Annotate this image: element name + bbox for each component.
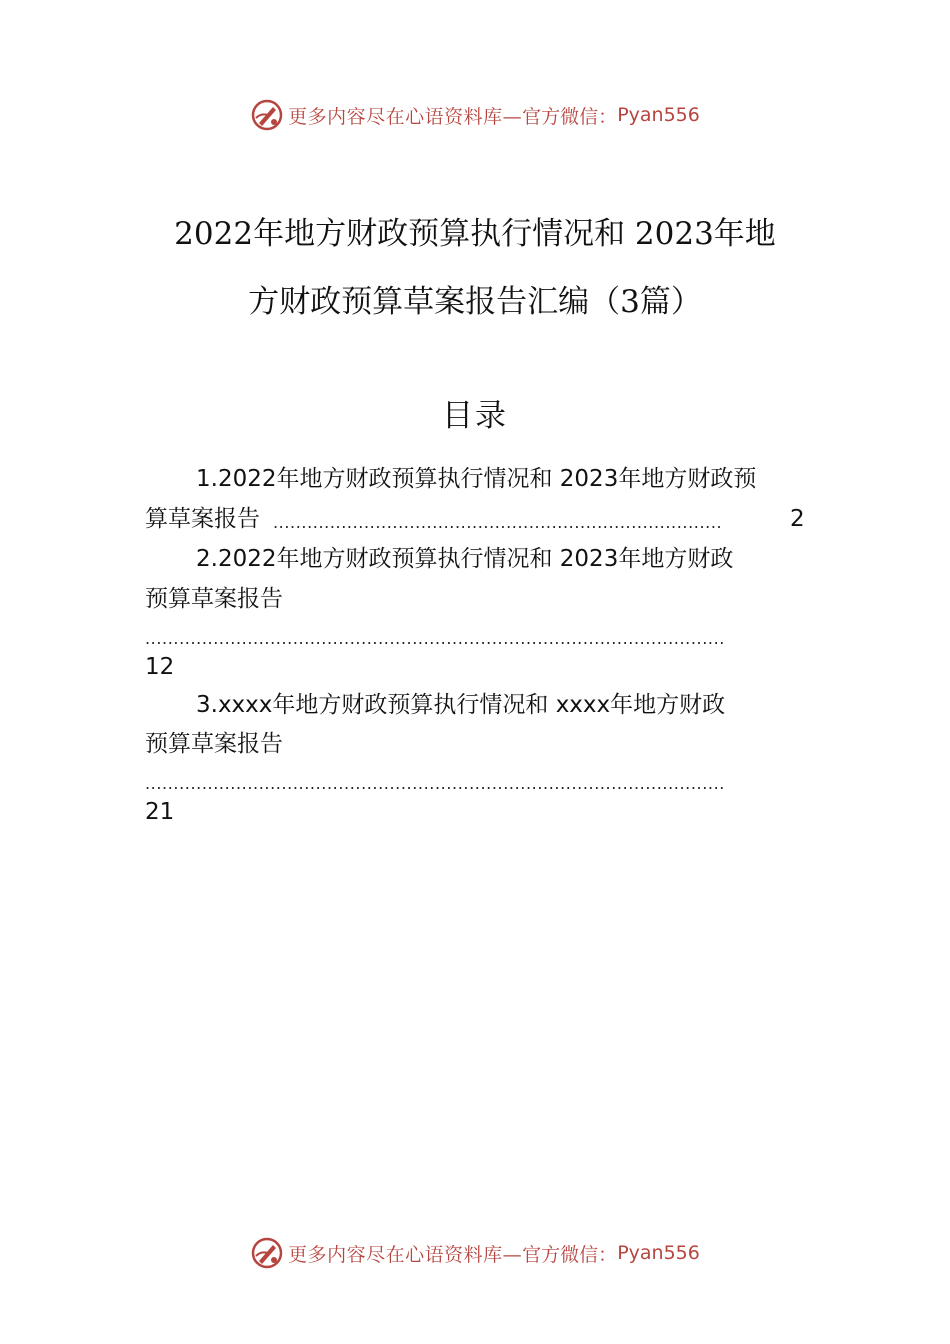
toc-entry-title-line-1[interactable]: 1.2022年地方财政预算执行情况和 2023年地方财政预	[196, 466, 757, 492]
toc-entry-title-line-1[interactable]: 3.xxxx年地方财政预算执行情况和 xxxx年地方财政	[196, 692, 726, 718]
banner-text: 更多内容尽在心语资料库—	[288, 105, 523, 128]
banner-wechat-label: 官方微信：	[522, 1243, 618, 1266]
toc-leader-dots: ...............................................................................	[273, 513, 723, 532]
banner-wechat-label: 官方微信：	[522, 105, 618, 128]
toc-leader-dots: ......................................................................................................	[145, 774, 725, 793]
toc-page-number[interactable]: 12	[145, 654, 175, 680]
banner-wechat-id: Pyan556	[617, 1242, 700, 1264]
document-title-line-2: 方财政预算草案报告汇编（3篇）	[248, 284, 702, 320]
toc-entry-title-line-1[interactable]: 2.2022年地方财政预算执行情况和 2023年地方财政	[196, 546, 734, 572]
toc-page-number[interactable]: 2	[790, 506, 805, 532]
footer-banner	[0, 1233, 950, 1273]
document-title-line-1: 2022年地方财政预算执行情况和 2023年地	[174, 216, 776, 252]
pen-in-circle-icon	[250, 1236, 284, 1270]
toc-entry-title-line-2[interactable]: 算草案报告	[145, 506, 260, 532]
pen-in-circle-icon	[250, 98, 284, 132]
toc-entry-title-line-2[interactable]: 预算草案报告	[145, 586, 283, 612]
toc-leader-dots: ......................................................................................................	[145, 629, 725, 648]
banner-wechat-id: Pyan556	[617, 104, 700, 126]
banner-text: 更多内容尽在心语资料库—	[288, 1243, 523, 1266]
toc-heading: 目录	[442, 398, 508, 434]
header-banner	[0, 95, 950, 135]
toc-page-number[interactable]: 21	[145, 799, 175, 825]
toc-entry-title-line-2[interactable]: 预算草案报告	[145, 731, 283, 757]
